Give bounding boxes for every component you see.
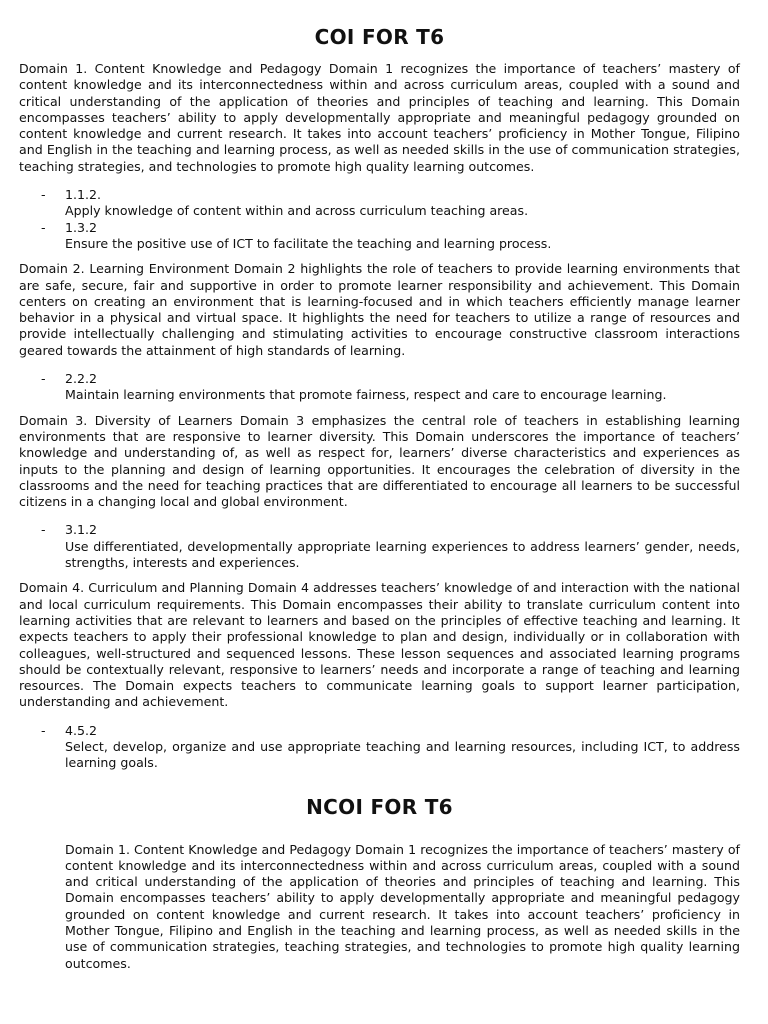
coi-title: COI FOR T6 <box>314 25 445 49</box>
indicator-description: Ensure the positive use of ICT to facilitate the teaching and learning process. <box>65 235 552 251</box>
list-item <box>19 723 740 772</box>
ncoi-title: NCOI FOR T6 <box>306 794 453 819</box>
coi-domain-4-text: Domain 4. Curriculum and Planning Domain 4 addresses teachers’ knowledge of and interaction with the national and local curriculum requirements. This Domain encompasses their ability to translate curriculum content into learning activities that are relevant to learners and based on the principles of effective teaching and learning. It expects teachers to apply their professional knowledge to plan and design, individually or in collaboration with colleagues, well-structured and sequenced lessons. These lesson sequences and associated learning programs should be contextually relevant, responsive to learners’ needs and incorporate a range of teaching and learning resources. The Domain expects teachers to communicate learning goals to support learner participation, understanding and achievement. <box>19 580 740 710</box>
list-dash: - <box>41 187 46 203</box>
coi-domain-1-items <box>19 187 740 252</box>
list-item <box>19 220 740 253</box>
list-item <box>19 371 740 404</box>
coi-domain-2-text: Domain 2. Learning Environment Domain 2 highlights the role of teachers to provide learning environments that are safe, secure, fair and supportive in order to promote learner responsibility and achievement. This Domain centers on creating an environment that is learning-focused and in which teachers efficiently manage learner behavior in a physical and virtual space. It highlights the need for teachers to utilize a range of resources and provide intellectually challenging and stimulating activities to encourage constructive classroom interactions geared towards the attainment of high standards of learning. <box>19 261 740 358</box>
indicator-code: 3.1.2 <box>65 522 98 538</box>
coi-domain-3-items <box>19 522 740 571</box>
indicator-code: 1.1.2. <box>65 187 102 203</box>
coi-domain-2-items <box>19 371 740 404</box>
indicator-code: 1.3.2 <box>65 219 98 235</box>
indicator-code: 4.5.2 <box>65 722 98 738</box>
indicator-code: 2.2.2 <box>65 371 98 387</box>
list-dash: - <box>41 371 46 387</box>
coi-domain-4-items <box>19 723 740 772</box>
list-dash: - <box>41 219 46 235</box>
list-dash: - <box>41 722 46 738</box>
indicator-description: Apply knowledge of content within and across curriculum teaching areas. <box>65 203 529 219</box>
coi-domain-3-text: Domain 3. Diversity of Learners Domain 3 emphasizes the central role of teachers in establishing learning environments that are responsive to learner diversity. This Domain underscores the importance of teachers’ knowledge and understanding of, as well as respect for, learners’ diverse characteristics and experiences as inputs to the planning and design of learning opportunities. It encourages the celebration of diversity in the classrooms and the need for teaching practices that are differentiated to encourage all learners to be successful citizens in a changing local and global environment. <box>19 412 740 510</box>
list-dash: - <box>41 522 46 538</box>
indicator-description: Maintain learning environments that promote fairness, respect and care to encourage learning. <box>65 387 667 403</box>
list-item <box>19 187 740 220</box>
indicator-description: Use differentiated, developmentally appropriate learning experiences to address learners’ gender, needs, strengths, interests and experiences. <box>65 538 740 571</box>
indicator-description: Select, develop, organize and use appropriate teaching and learning resources, including ICT, to address learning goals. <box>65 738 740 771</box>
coi-domain-1-text: Domain 1. Content Knowledge and Pedagogy Domain 1 recognizes the importance of teachers’ mastery of content knowledge and its interconnectedness within and across curriculum areas, coupled with a sound and critical understanding of the application of theories and principles of teaching and learning. This Domain encompasses teachers’ ability to apply developmentally appropriate and meaningful pedagogy grounded on content knowledge and current research. It takes into account teachers’ proficiency in Mother Tongue, Filipino and English in the teaching and learning process, as well as needed skills in the use of communication strategies, teaching strategies, and technologies to promote high quality learning outcomes. <box>19 61 740 174</box>
ncoi-domain-1-text: Domain 1. Content Knowledge and Pedagogy Domain 1 recognizes the importance of teachers’ mastery of content knowledge and its interconnectedness within and across curriculum areas, coupled with a sound and critical understanding of the application of theories and principles of teaching and learning. This Domain encompasses teachers’ ability to apply developmentally appropriate and meaningful pedagogy grounded on content knowledge and current research. It takes into account teachers’ proficiency in Mother Tongue, Filipino and English in the teaching and learning process, as well as needed skills in the use of communication strategies, teaching strategies, and technologies to promote high quality learning outcomes. <box>65 841 740 971</box>
list-item <box>19 522 740 571</box>
